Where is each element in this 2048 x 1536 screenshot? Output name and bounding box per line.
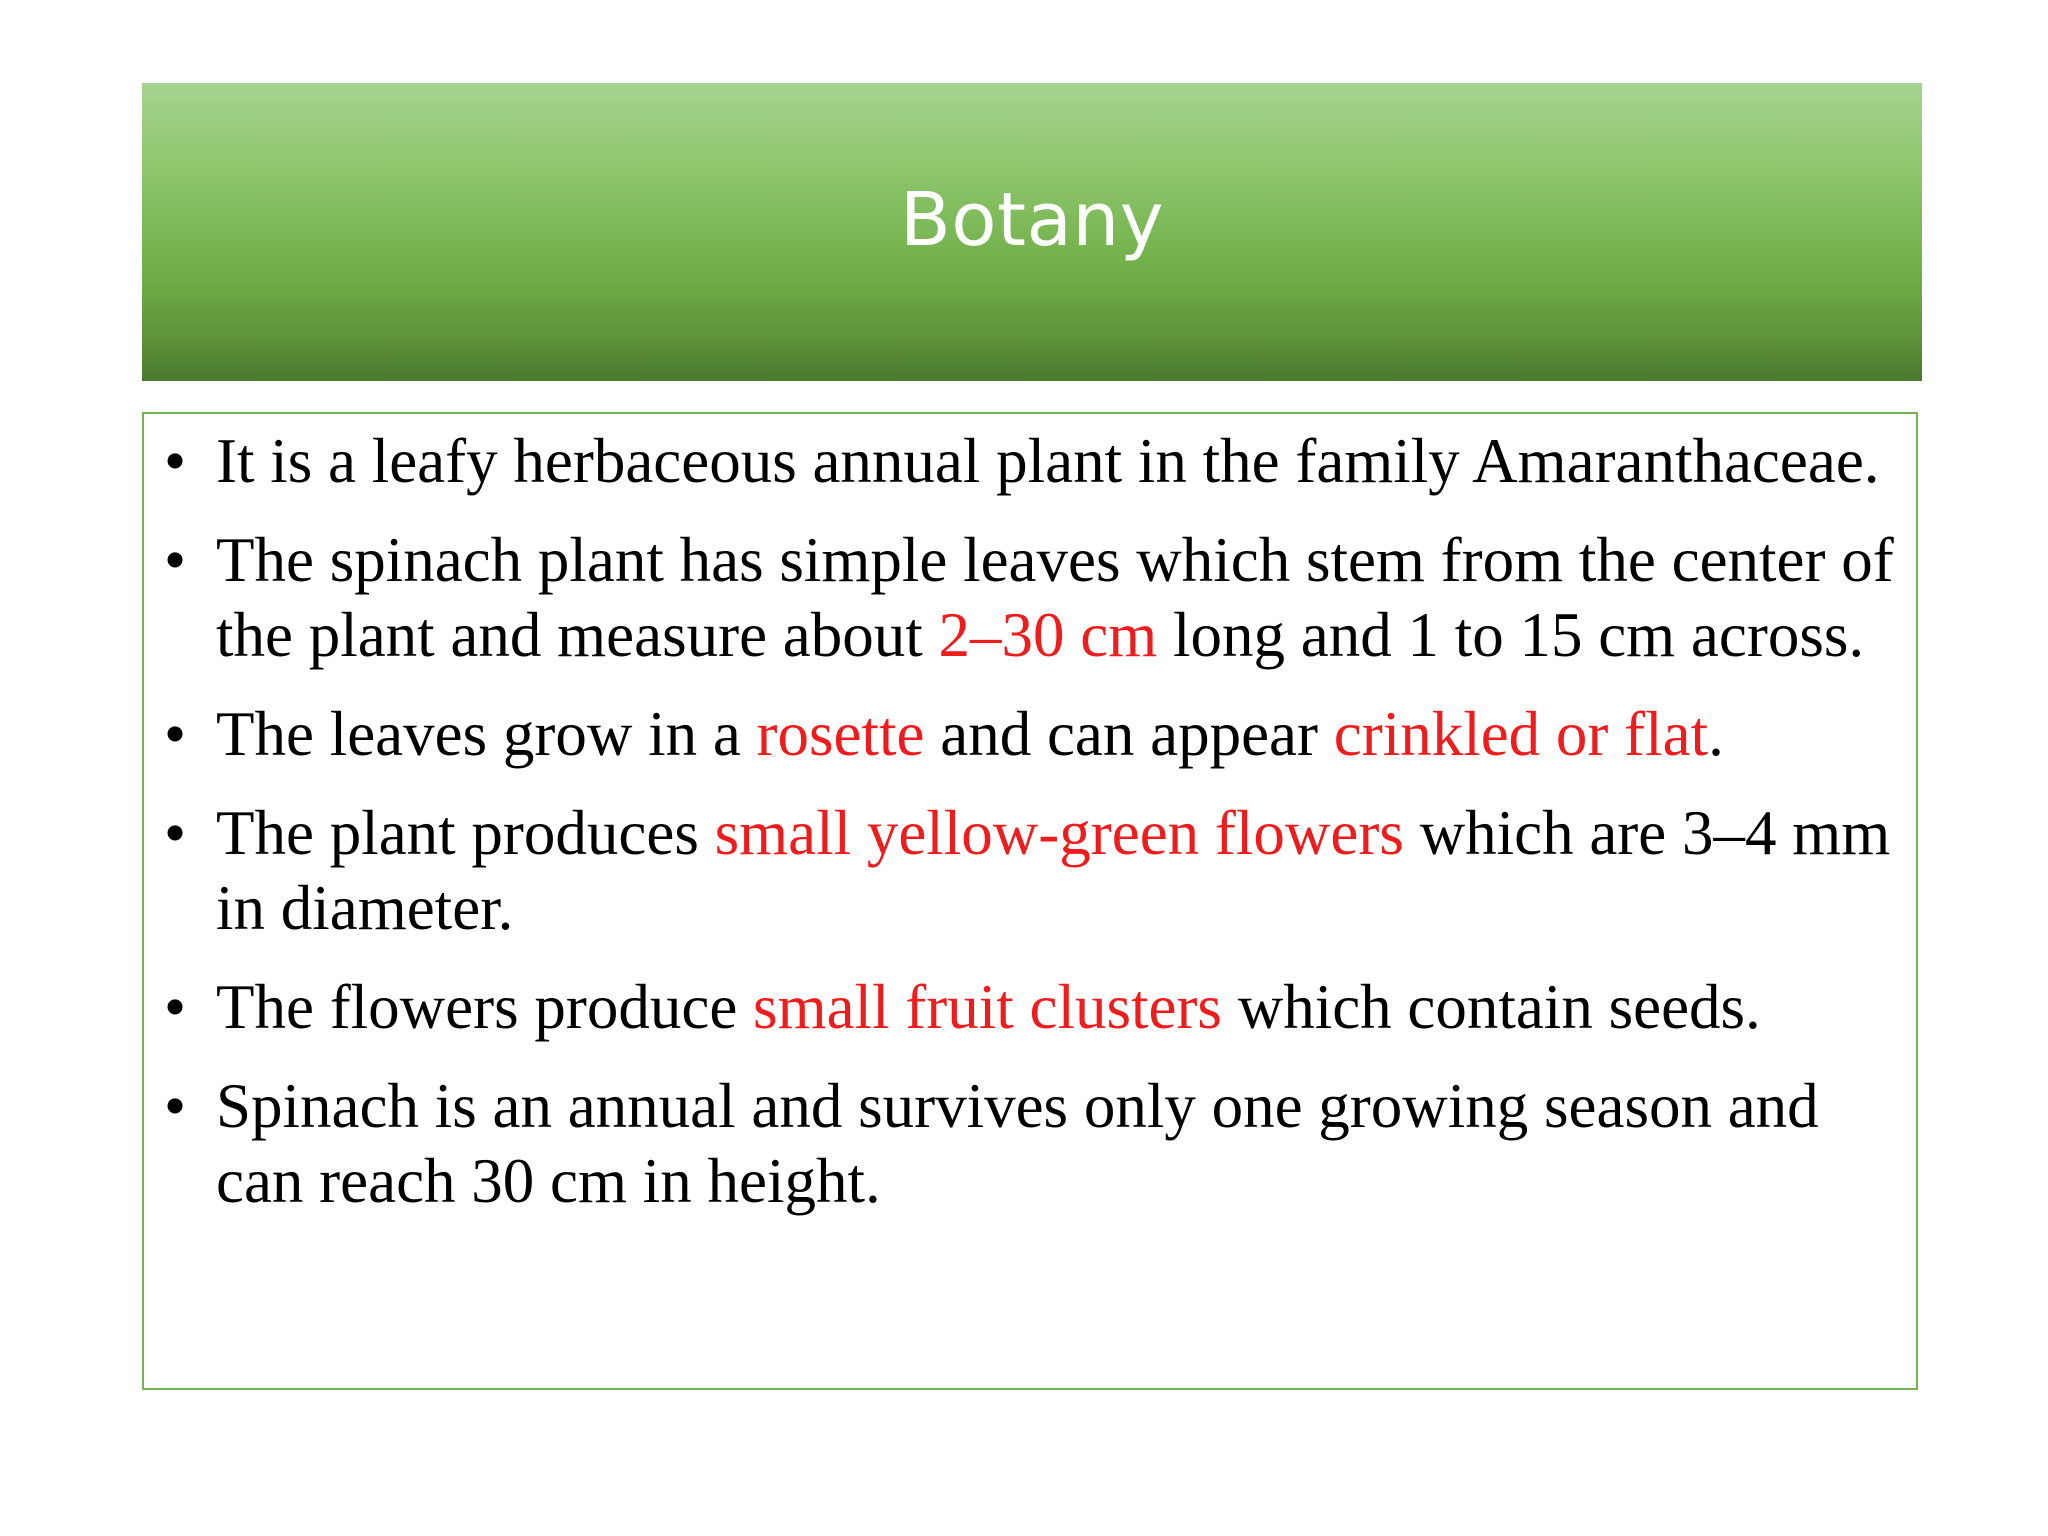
bullet-dot-icon: • bbox=[164, 972, 187, 1042]
bullet-item bbox=[144, 796, 1916, 946]
bullet-dot-icon: • bbox=[164, 798, 187, 868]
bullet-dot-icon: • bbox=[164, 699, 187, 769]
highlighted-text: rosette bbox=[756, 699, 925, 769]
bullet-item bbox=[144, 1069, 1916, 1219]
bullet-text: and can appear bbox=[924, 699, 1334, 769]
bullet-dot-icon: • bbox=[164, 525, 187, 595]
bullet-item bbox=[144, 970, 1916, 1045]
content-box bbox=[142, 412, 1918, 1390]
bullet-text: The leaves grow in a bbox=[216, 699, 757, 769]
slide-title: Botany bbox=[899, 177, 1165, 263]
bullet-text: . bbox=[1708, 699, 1724, 769]
bullet-item bbox=[144, 697, 1916, 772]
bullet-text: Spinach is an annual and survives only one growing season and can reach 30 cm in height. bbox=[216, 1071, 1819, 1216]
bullet-text: The flowers produce bbox=[216, 972, 754, 1042]
title-banner bbox=[142, 83, 1922, 381]
bullet-text: The spinach plant has simple leaves which stem from the center of the plant and measure about bbox=[216, 525, 1894, 670]
bullet-text: which are 3–4 mm in diameter. bbox=[216, 798, 1891, 943]
bullet-text: It is a leafy herbaceous annual plant in the family Amaranthaceae. bbox=[216, 426, 1880, 496]
bullet-list bbox=[144, 414, 1916, 1219]
bullet-dot-icon: • bbox=[164, 426, 187, 496]
bullet-item bbox=[144, 424, 1916, 499]
bullet-text: long and 1 to 15 cm across. bbox=[1157, 600, 1865, 670]
bullet-item bbox=[144, 523, 1916, 673]
highlighted-text: crinkled or flat bbox=[1333, 699, 1709, 769]
highlighted-text: small fruit clusters bbox=[753, 972, 1222, 1042]
bullet-dot-icon: • bbox=[164, 1071, 187, 1141]
bullet-text: which contain seeds. bbox=[1221, 972, 1761, 1042]
highlighted-text: small yellow-green flowers bbox=[714, 798, 1404, 868]
bullet-text: The plant produces bbox=[216, 798, 715, 868]
highlighted-text: 2–30 cm bbox=[938, 600, 1158, 670]
